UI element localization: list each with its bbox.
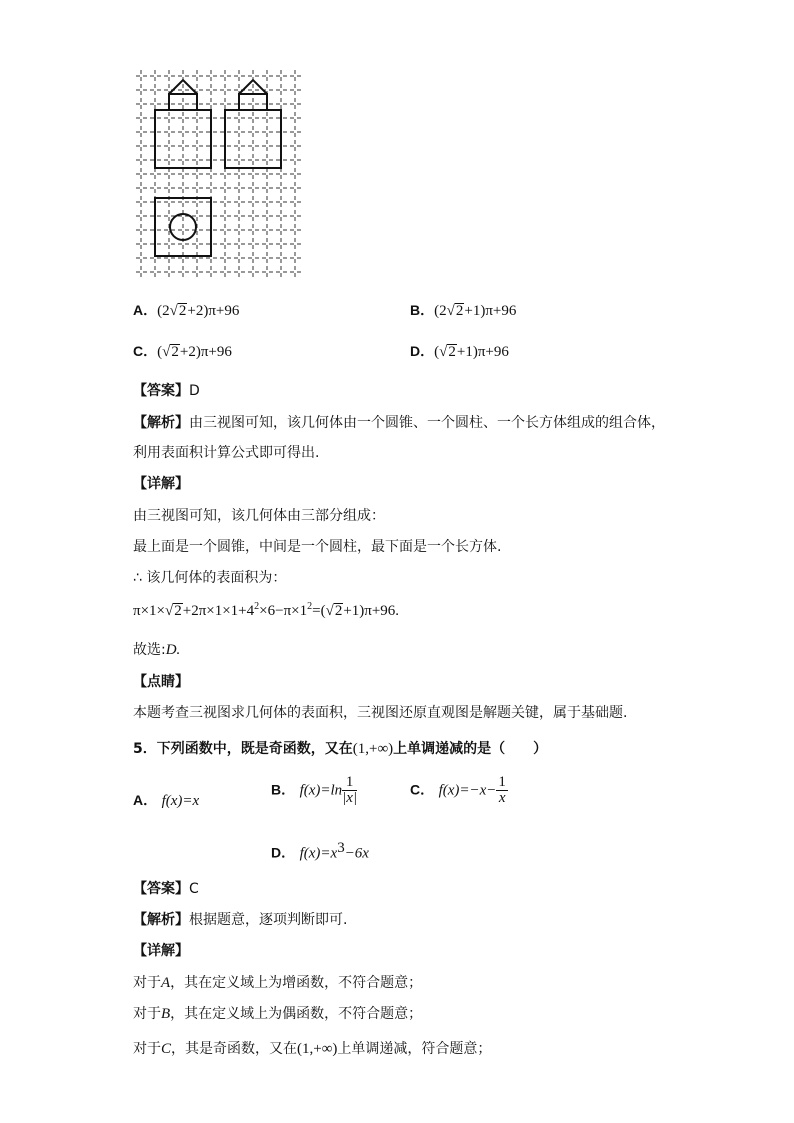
q4-detail-line1: 由三视图可知，该几何体由三部分组成：	[133, 508, 385, 524]
exponent: 2	[307, 601, 313, 612]
option-formula-pre: (2	[157, 303, 170, 319]
interval: (1,+∞)	[297, 1041, 338, 1057]
sqrt-radicand: 2	[455, 303, 464, 319]
q4-answer	[133, 380, 200, 400]
three-view-grid-figure	[130, 66, 310, 280]
analysis-tag: 【解析】	[133, 912, 189, 928]
option-var: B	[161, 1006, 171, 1022]
q5-detail-tag: 【详解】	[133, 943, 189, 959]
option-label: A．	[133, 302, 158, 318]
option-label: B．	[410, 302, 435, 318]
q4-option-c	[133, 341, 232, 361]
choose-value: D.	[165, 642, 181, 658]
q4-detail-line3: ∴ 该几何体的表面积为：	[133, 570, 287, 586]
fraction-denominator: x	[498, 790, 506, 806]
q4-detail-tag: 【详解】	[133, 476, 189, 492]
q4-comment-text: 本题考查三视图求几何体的表面积，三视图还原直观图是解题关键，属于基础题.	[133, 705, 628, 721]
option-formula-post: +1)π+96	[464, 303, 517, 319]
q4-choose	[133, 639, 180, 659]
option-label: C．	[410, 781, 435, 798]
fraction-numerator: 1	[342, 775, 357, 791]
sqrt-radicand: 2	[448, 344, 456, 360]
q5-interval: (1,+∞)	[352, 741, 394, 757]
option-formula-pre: (2	[434, 303, 447, 319]
q4-analysis-line1	[133, 412, 665, 432]
option-var: C	[161, 1041, 172, 1057]
analysis-text: 由三视图可知，该几何体由一个圆锥、一个圆柱、一个长方体组成的组合体，	[189, 415, 665, 431]
analysis-text: 根据题意，逐项判断即可.	[189, 912, 348, 928]
q5-title-text: 5．下列函数中，既是奇函数，又在	[133, 741, 353, 757]
option-label: B．	[271, 781, 296, 798]
q5-answer	[133, 878, 199, 898]
option-expr-pre: f(x)=ln	[299, 782, 343, 799]
choose-text: 故选:	[133, 642, 166, 658]
option-var: A	[161, 975, 171, 991]
q4-comment-tag: 【点睛】	[133, 674, 189, 690]
detail-text: 对于	[133, 1041, 161, 1057]
detail-text: 对于	[133, 975, 161, 991]
option-label: D．	[410, 343, 435, 359]
answer-tag: 【答案】	[133, 383, 189, 399]
q5-title-end: 上单调递减的是（ ）	[393, 741, 548, 757]
q4-option-a	[133, 300, 239, 320]
answer-value: D	[189, 383, 200, 399]
option-formula-post: +2)π+96	[179, 344, 232, 360]
option-formula-post: +1)π+96	[456, 344, 509, 360]
option-expr-post: −6x	[344, 845, 369, 862]
q5-detail-line-c	[133, 1038, 491, 1058]
sqrt-symbol: √	[162, 344, 171, 360]
detail-text: ，其在定义域上为增函数，不符合题意；	[170, 975, 423, 991]
detail-text: ，其在定义域上为偶函数，不符合题意；	[170, 1006, 423, 1022]
sqrt-radicand: 2	[178, 303, 187, 319]
sqrt-symbol: √	[169, 303, 178, 319]
q5-analysis	[133, 909, 347, 929]
q4-option-d	[410, 341, 509, 361]
fraction	[496, 775, 508, 806]
fraction-numerator: 1	[498, 774, 506, 790]
detail-text: 对于	[133, 1006, 161, 1022]
formula-part: ×6−π×1	[259, 603, 308, 619]
exponent: 3	[337, 840, 345, 856]
q5-detail-line-a	[133, 972, 422, 992]
option-formula-pre: (	[434, 344, 440, 360]
sqrt-symbol: √	[439, 344, 448, 360]
sqrt-symbol: √	[325, 603, 334, 619]
option-expr-pre: f(x)=−x−	[438, 782, 497, 799]
formula-part: π×1×	[133, 603, 165, 619]
q5-option-b	[271, 775, 357, 806]
option-label: D．	[271, 844, 296, 861]
answer-tag: 【答案】	[133, 881, 189, 897]
sqrt-symbol: √	[165, 603, 174, 619]
analysis-tag: 【解析】	[133, 415, 189, 431]
q5-title	[133, 738, 547, 758]
q4-detail-line2: 最上面是一个圆锥，中间是一个圆柱，最下面是一个长方体.	[133, 539, 502, 555]
fraction	[342, 775, 357, 806]
answer-value: C	[189, 881, 199, 897]
sqrt-radicand: 2	[174, 603, 182, 619]
option-label: C．	[133, 343, 158, 359]
q5-option-d	[271, 840, 369, 863]
option-formula-pre: (	[157, 344, 163, 360]
option-expr: f(x)=x	[161, 793, 200, 809]
q4-surface-area-formula	[133, 601, 399, 620]
option-formula-post: +2)π+96	[187, 303, 240, 319]
detail-text: 上单调递减，符合题意；	[337, 1041, 492, 1057]
sqrt-symbol: √	[446, 303, 455, 319]
detail-text: ，其是奇函数，又在	[171, 1041, 298, 1057]
q5-option-c	[410, 775, 508, 806]
sqrt-radicand: 2	[171, 344, 179, 360]
q4-analysis-line2: 利用表面积计算公式即可得出.	[133, 445, 320, 461]
q5-detail-line-b	[133, 1003, 422, 1023]
q4-option-b	[410, 300, 516, 320]
sqrt-radicand: 2	[334, 603, 343, 619]
formula-part: +1)π+96.	[343, 603, 400, 619]
option-expr-pre: f(x)=x	[299, 845, 338, 862]
fraction-denominator: |x|	[342, 790, 358, 806]
exponent: 2	[254, 601, 260, 612]
q5-option-a	[133, 790, 199, 810]
option-label: A．	[133, 792, 158, 808]
formula-part: +2π×1×1+4	[182, 603, 255, 619]
formula-part: =(	[312, 603, 326, 619]
